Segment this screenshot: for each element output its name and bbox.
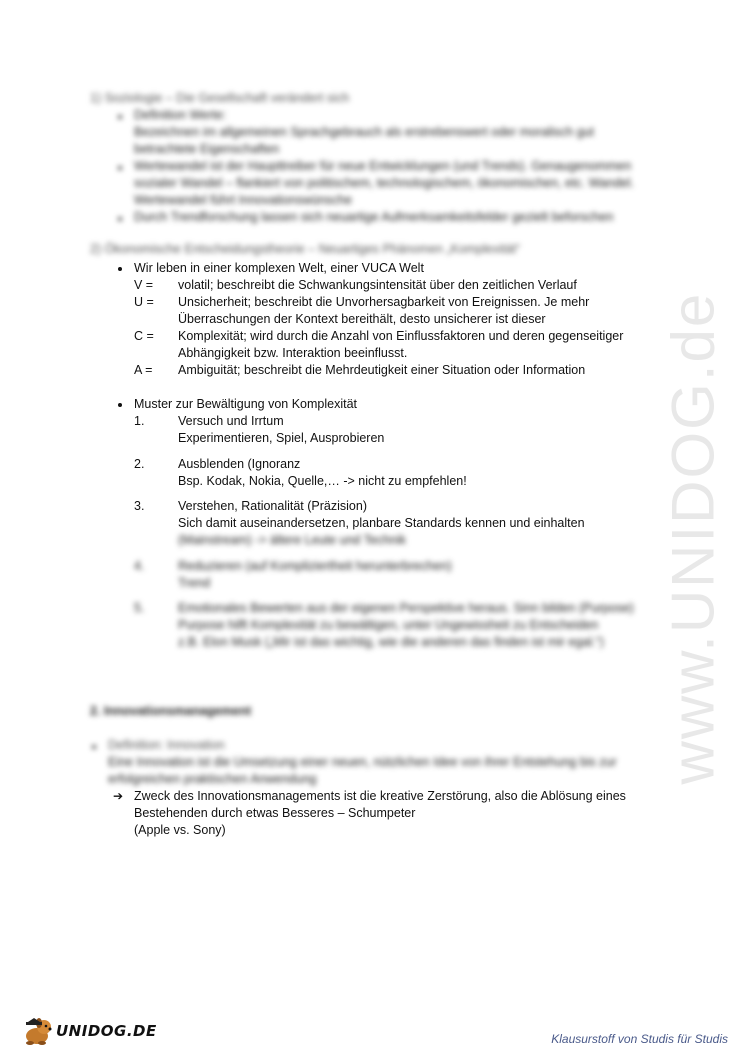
vuca-key-u: U = (134, 295, 154, 309)
vuca-key-a: A = (134, 363, 153, 377)
muster-3-line2: Sich damit auseinandersetzen, planbare Standards kennen und einhalten (178, 516, 585, 530)
muster-3-line1: Verstehen, Rationalität (Präzision) (178, 499, 367, 513)
vuca-c-line2: Abhängigkeit bzw. Interaktion beeinflusst. (178, 346, 408, 360)
muster-5-line3: z.B. Elon Musk („Mir ist das wichtig, wie die anderen das finden ist mir egal.“) (178, 635, 604, 649)
definition-title: Definition: Innovation (108, 738, 225, 752)
vuca-a-line1: Ambiguität; beschreibt die Mehrdeutigkeit einer Situation oder Information (178, 363, 586, 377)
vuca-title: Wir leben in einer komplexen Welt, einer VUCA Welt (134, 261, 424, 275)
muster-1-line1: Versuch und Irrtum (178, 414, 284, 428)
vuca-key-c: C = (134, 329, 154, 343)
vuca-key-v: V = (134, 278, 154, 292)
muster-num-5: 5. (134, 601, 145, 615)
watermark-text: www.UNIDOG.de (659, 291, 727, 785)
section1-item1-title: Definition Werte: (134, 108, 227, 122)
bullet-icon (118, 403, 122, 407)
definition-line2: erfolgreichen praktischen Anwendung (108, 772, 317, 786)
section2-heading: 2) Ökonomische Entscheidungstheorie – Neuartiges Phänomen „Komplexität“ (90, 242, 521, 256)
section3-heading: 2. Innovationsmanagement (90, 704, 252, 718)
unidog-logo[interactable] (22, 1014, 162, 1048)
bullet-icon (118, 267, 122, 271)
bullet-icon (92, 745, 96, 749)
bullet-icon (118, 166, 122, 170)
arrow-line2: Bestehenden durch etwas Besseres – Schumpeter (134, 806, 416, 820)
muster-1-line2: Experimentieren, Spiel, Ausprobieren (178, 431, 385, 445)
bullet-icon (118, 115, 122, 119)
section1-item2-line2: sozialer Wandel – flankiert von politischem, technologischem, ökonomischen, etc. Wandel. (134, 176, 635, 190)
vuca-u-line1: Unsicherheit; beschreibt die Unvorhersagbarkeit von Ereignissen. Je mehr (178, 295, 590, 309)
section1-heading: 1) Soziologie – Die Gesellschaft verändert sich (90, 91, 350, 105)
muster-title: Muster zur Bewältigung von Komplexität (134, 397, 358, 411)
muster-num-3: 3. (134, 499, 145, 513)
vuca-v-line1: volatil; beschreibt die Schwankungsintensität über den zeitlichen Verlauf (178, 278, 577, 292)
footer-tagline: Klausurstoff von Studis für Studis (551, 1032, 728, 1046)
muster-5-line1: Emotionales Bewerten aus der eigenen Perspektive heraus. Sinn bilden (Purpose) (178, 601, 634, 615)
section1-item2-line1: Wertewandel ist der Haupttreiber für neue Entwicklungen (und Trends). Genaugenommen (134, 159, 632, 173)
section1-item3-line1: Durch Trendforschung lassen sich neuartige Aufmerksamkeitsfelder gezielt beforschen (134, 210, 614, 224)
muster-4-line2: Trend (178, 576, 211, 590)
logo-text: UNIDOG.DE (56, 1022, 157, 1040)
muster-5-line2: Purpose hilft Komplexität zu bewältigen, unter Ungewissheit zu Entscheiden (178, 618, 599, 632)
section1-item1-line1: Bezeichnen im allgemeinen Sprachgebrauch als erstrebenswert oder moralisch gut (134, 125, 594, 139)
vuca-u-line2: Überraschungen der Kontext bereithält, desto unsicherer ist dieser (178, 312, 546, 326)
definition-line1: Eine Innovation ist die Umsetzung einer neuen, nützlichen Idee von ihrer Entstehung bis zur (108, 755, 617, 769)
muster-num-4: 4. (134, 559, 145, 573)
arrow-line3: (Apple vs. Sony) (134, 823, 226, 837)
dog-mascot-icon (22, 1014, 58, 1048)
muster-2-line1: Ausblenden (Ignoranz (178, 457, 301, 471)
section1-item2-line3: Wertewandel führt Innovationswünsche (134, 193, 352, 207)
bullet-icon (118, 217, 122, 221)
vuca-c-line1: Komplexität; wird durch die Anzahl von Einflussfaktoren und deren gegenseitiger (178, 329, 624, 343)
muster-num-2: 2. (134, 457, 145, 471)
muster-3-line3: (Mainstream) -> ältere Leute und Technik (178, 533, 407, 547)
muster-4-line1: Reduzieren (auf Kompliziertheit herunterbrechen) (178, 559, 452, 573)
muster-2-line2: Bsp. Kodak, Nokia, Quelle,… -> nicht zu empfehlen! (178, 474, 467, 488)
arrow-right-icon: ➔ (113, 789, 124, 803)
arrow-line1: Zweck des Innovationsmanagements ist die kreative Zerstörung, also die Ablösung eines (134, 789, 626, 803)
muster-num-1: 1. (134, 414, 145, 428)
section1-item1-line2: betrachtete Eigenschaften (134, 142, 280, 156)
